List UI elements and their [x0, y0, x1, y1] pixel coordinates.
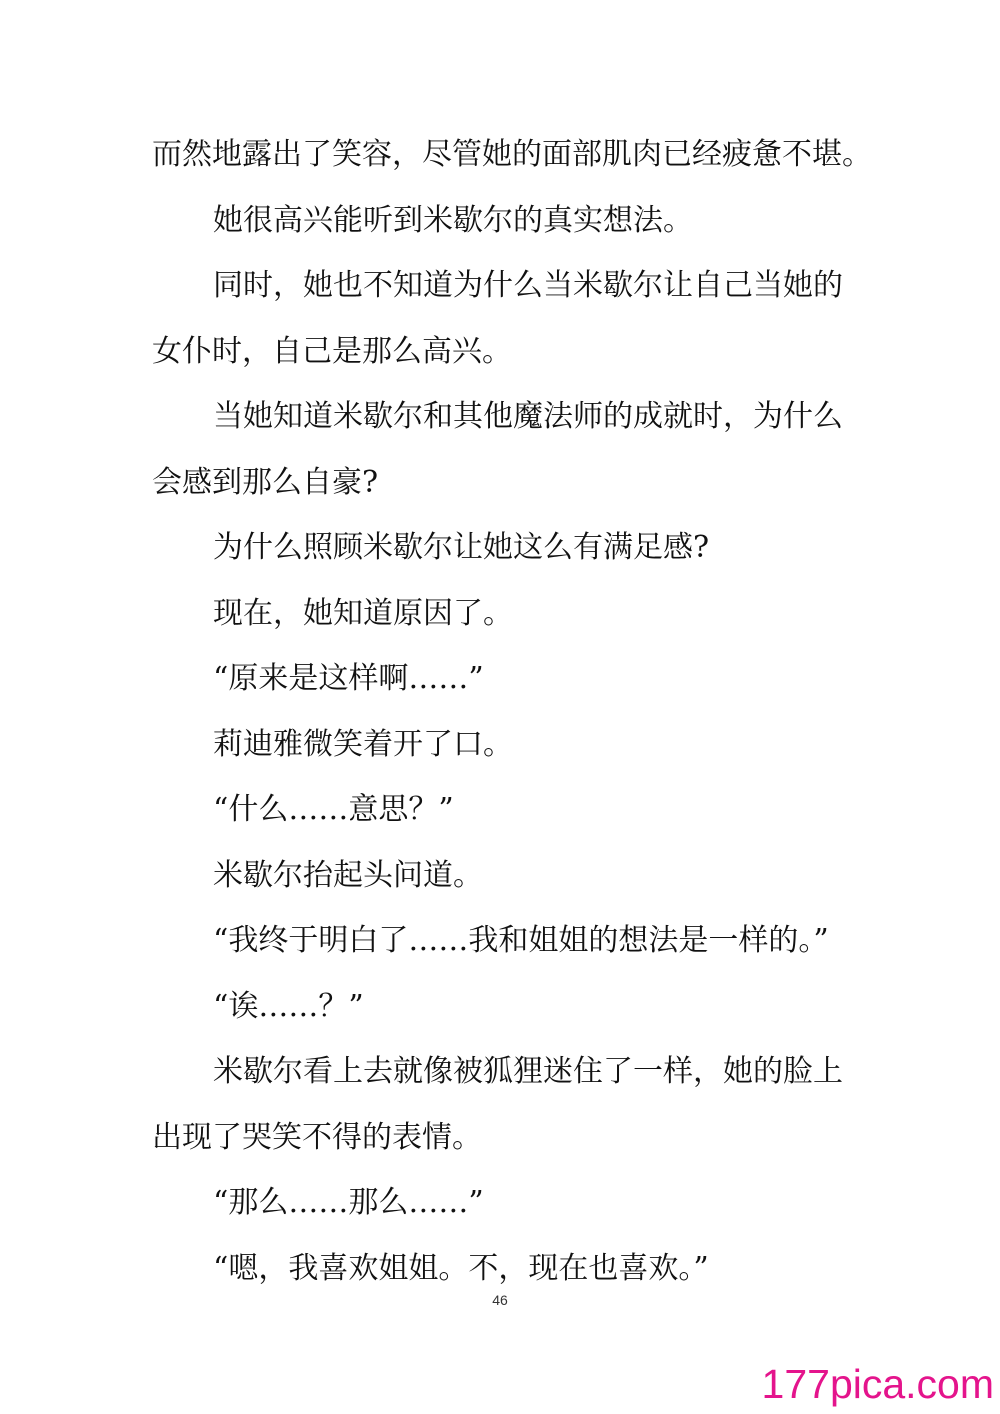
paragraph — [152, 515, 882, 581]
paragraph — [152, 712, 882, 778]
text-line: “我终于明白了……我和姐姐的想法是一样的。” — [213, 923, 829, 958]
text-line: 为什么照顾米歇尔让她这么有满足感? — [213, 530, 710, 565]
paragraph — [152, 1039, 882, 1170]
text-line: 现在，她知道原因了。 — [213, 595, 513, 631]
text-line: “那么……那么……” — [213, 1185, 484, 1220]
dialogue-paragraph — [152, 908, 882, 974]
text-line: 同时，她也不知道为什么当米歇尔让自己当她的 — [213, 268, 843, 303]
dialogue-paragraph — [152, 646, 882, 712]
paragraph — [152, 384, 882, 515]
text-line: “什么……意思？” — [213, 792, 454, 827]
dialogue-paragraph — [152, 777, 882, 843]
text-line: “原来是这样啊……” — [213, 661, 484, 696]
text-line: “嗯，我喜欢姐姐。不，现在也喜欢。” — [213, 1250, 709, 1286]
text-line: 当她知道米歇尔和其他魔法师的成就时，为什么 — [213, 399, 843, 434]
paragraph — [152, 188, 882, 254]
page-number: 46 — [492, 1292, 508, 1308]
text-line: 米歇尔抬起头问道。 — [213, 857, 483, 893]
body-text — [152, 122, 882, 1301]
text-line: 会感到那么自豪? — [152, 464, 379, 500]
watermark-text: 177pica.com — [761, 1361, 994, 1407]
text-line: 米歇尔看上去就像被狐狸迷住了一样，她的脸上 — [213, 1054, 843, 1089]
text-line: 她很高兴能听到米歇尔的真实想法。 — [213, 202, 693, 238]
text-line: 莉迪雅微笑着开了口。 — [213, 726, 513, 762]
dialogue-paragraph — [152, 974, 882, 1040]
text-line: “诶……？” — [213, 988, 364, 1024]
paragraph-continued — [152, 122, 882, 188]
paragraph — [152, 581, 882, 647]
text-line: 而然地露出了笑容，尽管她的面部肌肉已经疲惫不堪。 — [152, 137, 872, 172]
text-line: 出现了哭笑不得的表情。 — [152, 1119, 482, 1155]
paragraph — [152, 253, 882, 384]
text-line: 女仆时，自己是那么高兴。 — [152, 333, 512, 369]
paragraph — [152, 843, 882, 909]
dialogue-paragraph — [152, 1170, 882, 1236]
